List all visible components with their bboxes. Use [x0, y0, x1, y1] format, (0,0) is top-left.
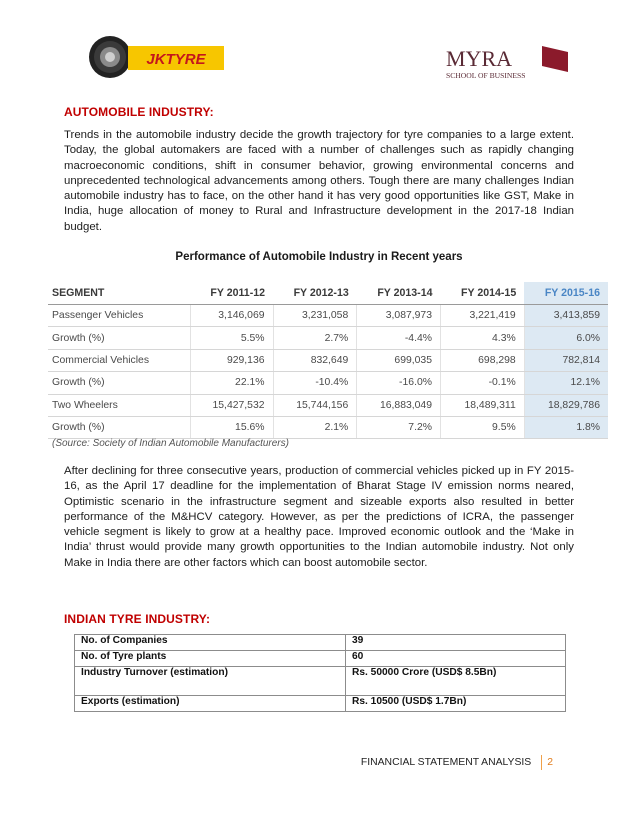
table-row — [48, 327, 608, 349]
table-cell: 698,298 — [440, 349, 524, 371]
table-cell: 3,221,419 — [440, 305, 524, 327]
table-cell: -16.0% — [357, 372, 441, 394]
table-title: Performance of Automobile Industry in Recent years — [175, 251, 463, 263]
table-cell: -4.4% — [357, 327, 441, 349]
column-header: FY 2013-14 — [357, 282, 441, 305]
table-cell: 7.2% — [357, 416, 441, 438]
table-cell: Growth (%) — [48, 327, 190, 349]
table-cell: 2.1% — [273, 416, 357, 438]
table-cell: 3,413,859 — [524, 305, 608, 327]
table-cell: 12.1% — [524, 372, 608, 394]
table-cell: Growth (%) — [48, 416, 190, 438]
table-cell: 2.7% — [273, 327, 357, 349]
table-cell: Rs. 10500 (USD$ 1.7Bn) — [346, 696, 566, 712]
table-row — [48, 349, 608, 371]
table-cell: 15,744,156 — [273, 394, 357, 416]
page-number: 2 — [541, 755, 558, 770]
table-cell: 6.0% — [524, 327, 608, 349]
table-row — [48, 305, 608, 327]
table-cell: 3,231,058 — [273, 305, 357, 327]
section-heading-automobile: AUTOMOBILE INDUSTRY: — [64, 105, 214, 119]
table-cell: 9.5% — [440, 416, 524, 438]
table-cell: 15.6% — [190, 416, 273, 438]
tyre-industry-table — [74, 634, 566, 712]
table-cell: Exports (estimation) — [75, 696, 346, 712]
table-cell: Industry Turnover (estimation) — [75, 667, 346, 696]
table-cell: Two Wheelers — [48, 394, 190, 416]
table-row — [75, 635, 566, 651]
performance-table — [48, 282, 608, 439]
table-cell: 832,649 — [273, 349, 357, 371]
table-cell: 18,829,786 — [524, 394, 608, 416]
table-cell: Passenger Vehicles — [48, 305, 190, 327]
column-header: SEGMENT — [48, 282, 190, 305]
jk-tyre-logo — [88, 34, 224, 80]
table-cell: 3,087,973 — [357, 305, 441, 327]
svg-text:MYRA: MYRA — [446, 46, 513, 71]
table-cell: 18,489,311 — [440, 394, 524, 416]
table-cell: 1.8% — [524, 416, 608, 438]
paragraph-commercial-vehicles: After declining for three consecutive years, production of commercial vehicles picked up in FY 2015-16, as the April 17 deadline for the implementation of Bharat Stage IV emission norms neared, Optimistic scenario in the infrastructure segment and sizeable exports also resulted in better performance of the M&HCV category. However, as per the predictions of ICRA, the passenger vehicle segment is likely to grow at a healthy pace. Improved economic outlook and the ‘Make in India’ thrust would provide many growth opportunities to the Indian automobile industry. Not only Make in India there are other factors which can boost automobile sector. — [64, 465, 574, 569]
table-cell: 16,883,049 — [357, 394, 441, 416]
table-cell: 5.5% — [190, 327, 273, 349]
section-heading-tyre: INDIAN TYRE INDUSTRY: — [64, 612, 211, 626]
table-row — [75, 696, 566, 712]
footer-label: FINANCIAL STATEMENT ANALYSIS — [360, 757, 532, 768]
table-cell: -0.1% — [440, 372, 524, 394]
table-cell: Growth (%) — [48, 372, 190, 394]
svg-text:SCHOOL OF BUSINESS: SCHOOL OF BUSINESS — [446, 71, 526, 80]
page-footer — [361, 755, 558, 770]
table-header-row — [48, 282, 608, 305]
svg-text:JKTYRE: JKTYRE — [146, 51, 206, 68]
table-cell: 39 — [346, 635, 566, 651]
table-row — [48, 372, 608, 394]
table-cell: No. of Companies — [75, 635, 346, 651]
column-header: FY 2012-13 — [273, 282, 357, 305]
table-row — [48, 394, 608, 416]
table-row — [48, 416, 608, 438]
column-header: FY 2014-15 — [440, 282, 524, 305]
table-cell: Commercial Vehicles — [48, 349, 190, 371]
table-cell: Rs. 50000 Crore (USD$ 8.5Bn) — [346, 667, 566, 696]
table-cell: 15,427,532 — [190, 394, 273, 416]
table-row — [75, 651, 566, 667]
table-row — [75, 667, 566, 696]
table-cell: 929,136 — [190, 349, 273, 371]
table-cell: 60 — [346, 651, 566, 667]
table-cell: 22.1% — [190, 372, 273, 394]
table-cell: -10.4% — [273, 372, 357, 394]
column-header: FY 2011-12 — [190, 282, 273, 305]
table-cell: 782,814 — [524, 349, 608, 371]
table-cell: No. of Tyre plants — [75, 651, 346, 667]
table-source-note: (Source: Society of Indian Automobile Manufacturers) — [52, 438, 289, 449]
column-header: FY 2015-16 — [524, 282, 608, 305]
myra-logo — [446, 42, 570, 82]
table-cell: 699,035 — [357, 349, 441, 371]
table-cell: 4.3% — [440, 327, 524, 349]
paragraph-automobile-trends: Trends in the automobile industry decide the growth trajectory for tyre companies to a large extent. Today, the global automakers are faced with a number of challenges such as rapidly changing macroeconomic conditions, shift in consumer behavior, growing environmental concerns and unprecedented technological advancements among others. Tough there are many challenges Indian automobile industry has to face, on the other hand it has very good opportunities like GST, Make in India, huge allocation of money to Rural and Infrastructure development in the 2017-18 Indian budget. — [64, 129, 574, 233]
table-cell: 3,146,069 — [190, 305, 273, 327]
